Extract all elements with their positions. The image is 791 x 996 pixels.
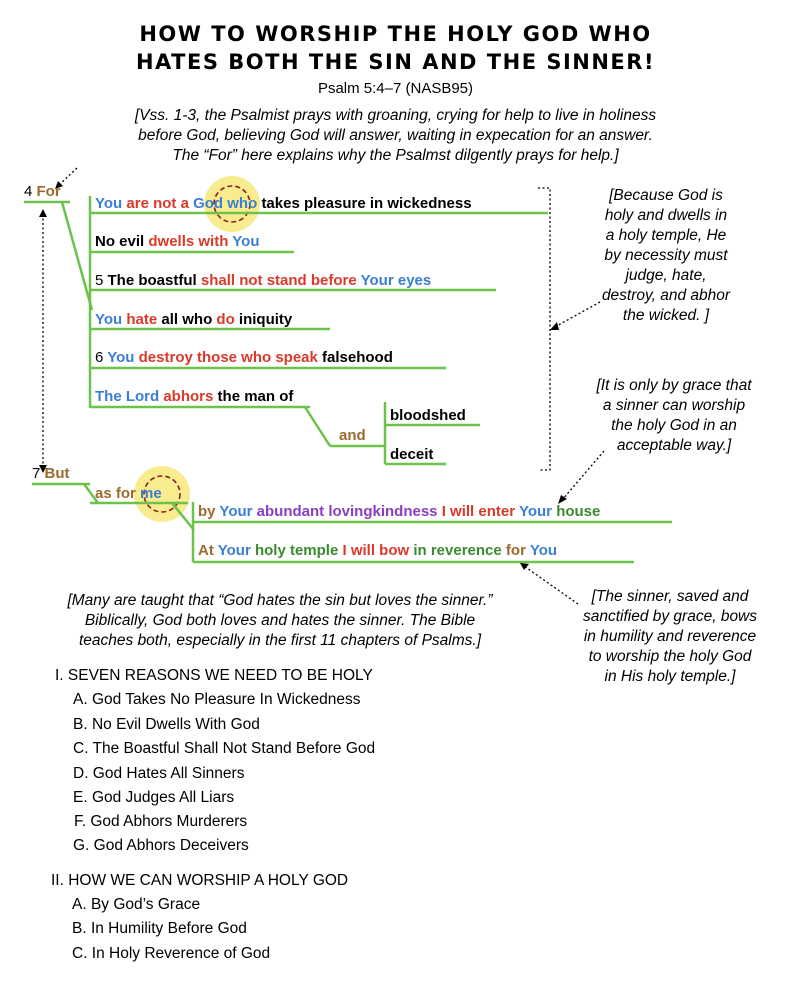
note-sinner-line: [The sinner, saved and: [591, 588, 749, 605]
word: I will enter: [441, 503, 516, 520]
word: all who: [161, 311, 213, 328]
note-many: [20, 591, 540, 651]
word: You: [529, 542, 558, 559]
outline-item: D. God Hates All Sinners: [73, 765, 245, 782]
note-many-line: Biblically, God both loves and hates the sinner. The Bible: [84, 612, 476, 629]
word: holy temple: [254, 542, 339, 559]
note-sinner-line: in His holy temple.]: [604, 668, 736, 685]
word: who: [227, 195, 258, 212]
word: You: [95, 195, 123, 212]
word: The boastful: [107, 272, 197, 289]
word: do: [216, 311, 235, 328]
note-intro-line: The “For” here explains why the Psalmst dilgently prays for help.]: [172, 147, 619, 164]
word: shall not stand before: [200, 272, 357, 289]
arrowhead-because: [550, 322, 559, 330]
word: You: [107, 349, 135, 366]
clause-7: [198, 503, 600, 520]
outline-item: B. No Evil Dwells With God: [73, 716, 260, 733]
arrowhead-sinner: [520, 563, 529, 570]
arrowhead-up: [39, 209, 47, 217]
word: At: [198, 542, 214, 559]
note-grace-line: [It is only by grace that: [596, 377, 752, 394]
outline-section-1-title: I. SEVEN REASONS WE NEED TO BE HOLY: [55, 667, 373, 684]
note-because-line: by necessity must: [604, 247, 728, 264]
conjunction-and: and: [339, 427, 366, 444]
note-grace-line: acceptable way.]: [616, 437, 732, 454]
clause-2: [95, 233, 260, 250]
phrase-as-for-me: [95, 485, 162, 502]
note-intro-line: before God, believing God will answer, waiting in expecation for an answer.: [138, 127, 653, 144]
clause-8: [198, 542, 557, 559]
word: falsehood: [322, 349, 393, 366]
verse-4-label: [24, 183, 61, 200]
page-title-line-1: HOW TO WORSHIP THE HOLY GOD WHO: [139, 22, 652, 46]
word: in reverence: [413, 542, 502, 559]
word: You: [95, 311, 123, 328]
word-god: God: [193, 195, 224, 212]
verse-number: 5: [95, 272, 104, 289]
verse-number: 4: [24, 183, 33, 200]
clause-1: [95, 195, 472, 212]
note-because-line: destroy, and abhor: [601, 287, 731, 304]
outline-item: G. God Abhors Deceivers: [73, 837, 249, 854]
clause-3: [95, 272, 431, 289]
outline-item: C. In Holy Reverence of God: [72, 945, 271, 962]
word-bloodshed: bloodshed: [390, 407, 466, 424]
line-for-slant: [62, 202, 92, 310]
word: dwells with: [148, 233, 229, 250]
verse-number: 6: [95, 349, 104, 366]
note-sinner: [560, 587, 780, 687]
conjunction-for: For: [36, 183, 61, 200]
word-deceit: deceit: [390, 446, 434, 463]
outline-item: E. God Judges All Liars: [73, 789, 235, 806]
word: hate: [126, 311, 158, 328]
word: abhors: [163, 388, 214, 405]
page-title-line-2: HATES BOTH THE SIN AND THE SINNER!: [135, 50, 656, 74]
scripture-reference: Psalm 5:4–7 (NASB95): [317, 80, 474, 97]
conjunction-but: But: [44, 465, 70, 482]
note-many-line: teaches both, especially in the first 11 chapters of Psalms.]: [78, 632, 482, 649]
note-because-line: [Because God is: [609, 187, 723, 204]
outline-section-2-title: II. HOW WE CAN WORSHIP A HOLY GOD: [51, 872, 349, 889]
word: a: [180, 195, 189, 212]
note-because-line: holy and dwells in: [604, 207, 728, 224]
outline-item: C. The Boastful Shall Not Stand Before God: [73, 740, 376, 757]
word: Your: [518, 503, 553, 520]
note-grace-line: a sinner can worship: [602, 397, 746, 414]
note-grace-line: the holy God in an: [611, 417, 737, 434]
note-intro-line: [Vss. 1-3, the Psalmist prays with groaning, crying for help to live in holiness: [134, 107, 657, 124]
note-because-line: the wicked. ]: [622, 307, 710, 324]
dotted-bracket: [538, 188, 550, 470]
clause-6: [95, 388, 293, 405]
note-intro: [0, 106, 791, 166]
outline-item: B. In Humility Before God: [72, 920, 247, 937]
clause-5: [95, 349, 393, 366]
outline-item: F. God Abhors Murderers: [74, 813, 248, 830]
word: The Lord: [95, 388, 160, 405]
word: iniquity: [238, 311, 293, 328]
word: as for: [95, 485, 136, 502]
word: Your: [219, 503, 253, 520]
verse-7-label: [32, 465, 70, 482]
outline-item: A. God Takes No Pleasure In Wickedness: [73, 691, 361, 708]
note-sinner-line: to worship the holy God: [588, 648, 752, 665]
note-because-line: a holy temple, He: [605, 227, 727, 244]
note-sinner-line: in humility and reverence: [583, 628, 757, 645]
verse-number: 7: [32, 465, 41, 482]
clause-4: [95, 311, 292, 328]
word: house: [556, 503, 601, 520]
word: takes pleasure in wickedness: [261, 195, 472, 212]
word: by: [198, 503, 216, 520]
note-grace: [566, 376, 782, 456]
note-because-line: judge, hate,: [625, 267, 707, 284]
outline-item: A. By God’s Grace: [72, 896, 201, 913]
note-many-line: [Many are taught that “God hates the sin but loves the sinner.”: [67, 592, 493, 609]
word: destroy those who speak: [138, 349, 318, 366]
word: the man of: [217, 388, 294, 405]
word: I will bow: [342, 542, 410, 559]
word: for: [505, 542, 526, 559]
word: You: [232, 233, 260, 250]
word: Your eyes: [360, 272, 432, 289]
word: Your: [217, 542, 251, 559]
word: No evil: [95, 233, 145, 250]
dotted-arrow-grace: [562, 451, 604, 500]
line-and-slant: [305, 407, 330, 446]
note-because: [576, 186, 756, 326]
word: abundant lovingkindness: [256, 503, 438, 520]
word-me: me: [140, 485, 162, 502]
note-sinner-line: sanctified by grace, bows: [582, 608, 758, 625]
word: are not: [126, 195, 177, 212]
